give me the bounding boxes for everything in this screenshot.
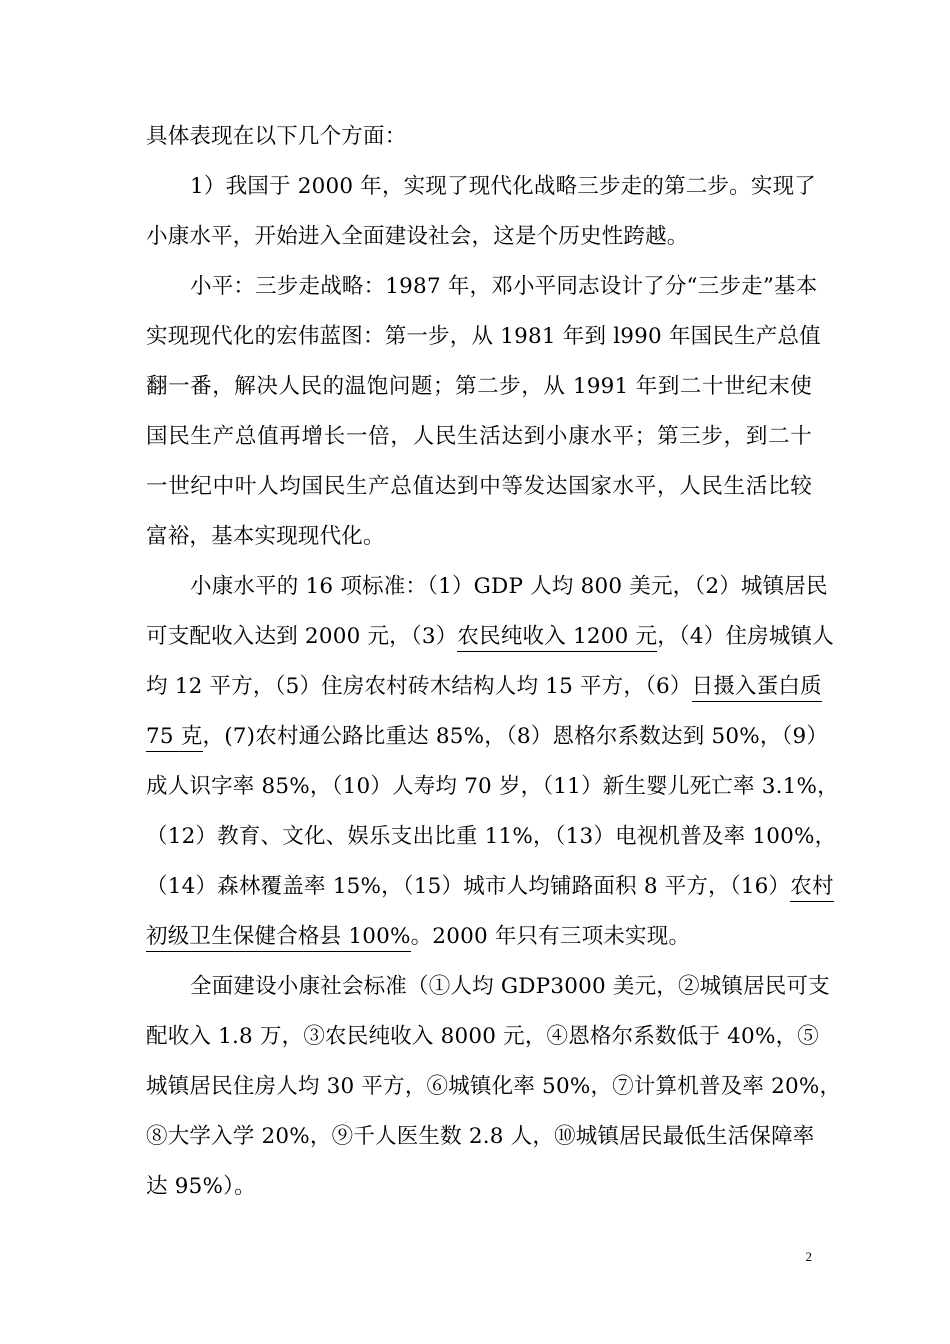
- text-line: 成人识字率 85%，（10）人寿均 70 岁，（11）新生婴儿死亡率 3.1%，: [146, 774, 839, 799]
- text-span: ，(7)农村通公路比重达 85%，（8）恩格尔系数达到 50%，（9）: [202, 724, 829, 749]
- text-line: [146, 622, 834, 652]
- text-line: 配收入 1.8 万，③农民纯收入 8000 元，④恩格尔系数低于 40%，⑤: [146, 1024, 819, 1049]
- text-span: 。2000 年只有三项未实现。: [410, 924, 691, 949]
- text-line: 翻一番，解决人民的温饱问题；第二步，从 1991 年到二十世纪末使: [146, 374, 812, 399]
- text-line: 全面建设小康社会标准（①人均 GDP3000 美元，②城镇居民可支: [190, 974, 830, 999]
- text-line: 小康水平的 16 项标准：（1）GDP 人均 800 美元，（2）城镇居民: [190, 574, 828, 599]
- text-line: 实现现代化的宏伟蓝图：第一步，从 1981 年到 l990 年国民生产总值: [146, 324, 821, 349]
- page-number: 2: [805, 1249, 812, 1264]
- text-line: 小康水平，开始进入全面建设社会，这是个历史性跨越。: [146, 224, 689, 249]
- underlined-text: 75 克: [146, 724, 203, 752]
- text-line: 达 95%）。: [146, 1174, 256, 1199]
- underlined-text: 初级卫生保健合格县 100%: [146, 924, 411, 952]
- underlined-text: 农村: [790, 874, 833, 902]
- text-line: 城镇居民住房人均 30 平方，⑥城镇化率 50%，⑦计算机普及率 20%，: [146, 1074, 842, 1099]
- text-line: 国民生产总值再增长一倍，人民生活达到小康水平；第三步，到二十: [146, 424, 812, 449]
- underlined-text: 日摄入蛋白质: [692, 674, 822, 702]
- text-line: 小平：三步走战略：1987 年，邓小平同志设计了分“三步走”基本: [190, 274, 818, 299]
- text-line: 一世纪中叶人均国民生产总值达到中等发达国家水平，人民生活比较: [146, 474, 812, 499]
- text-line: 富裕，基本实现现代化。: [146, 524, 385, 549]
- text-line: [146, 722, 829, 752]
- text-line: 1）我国于 2000 年，实现了现代化战略三步走的第二步。实现了: [190, 174, 816, 199]
- underlined-text: 农民纯收入 1200 元: [457, 624, 657, 652]
- text-line: [146, 922, 812, 952]
- text-span: ，（4）住房城镇人: [657, 624, 834, 649]
- text-line: [146, 872, 834, 902]
- text-line: [146, 672, 822, 702]
- text-span: 可支配收入达到 2000 元，（3）: [146, 624, 458, 649]
- text-line: 具体表现在以下几个方面：: [146, 124, 407, 149]
- text-line: （12）教育、文化、娱乐支出比重 11%，（13）电视机普及率 100%，: [146, 824, 837, 849]
- text-span: 均 12 平方，（5）住房农村砖木结构人均 15 平方，（6）: [146, 674, 692, 699]
- text-span: （14）森林覆盖率 15%，（15）城市人均铺路面积 8 平方，（16）: [146, 874, 791, 899]
- text-line: ⑧大学入学 20%，⑨千人医生数 2.8 人，⑩城镇居民最低生活保障率: [146, 1124, 815, 1149]
